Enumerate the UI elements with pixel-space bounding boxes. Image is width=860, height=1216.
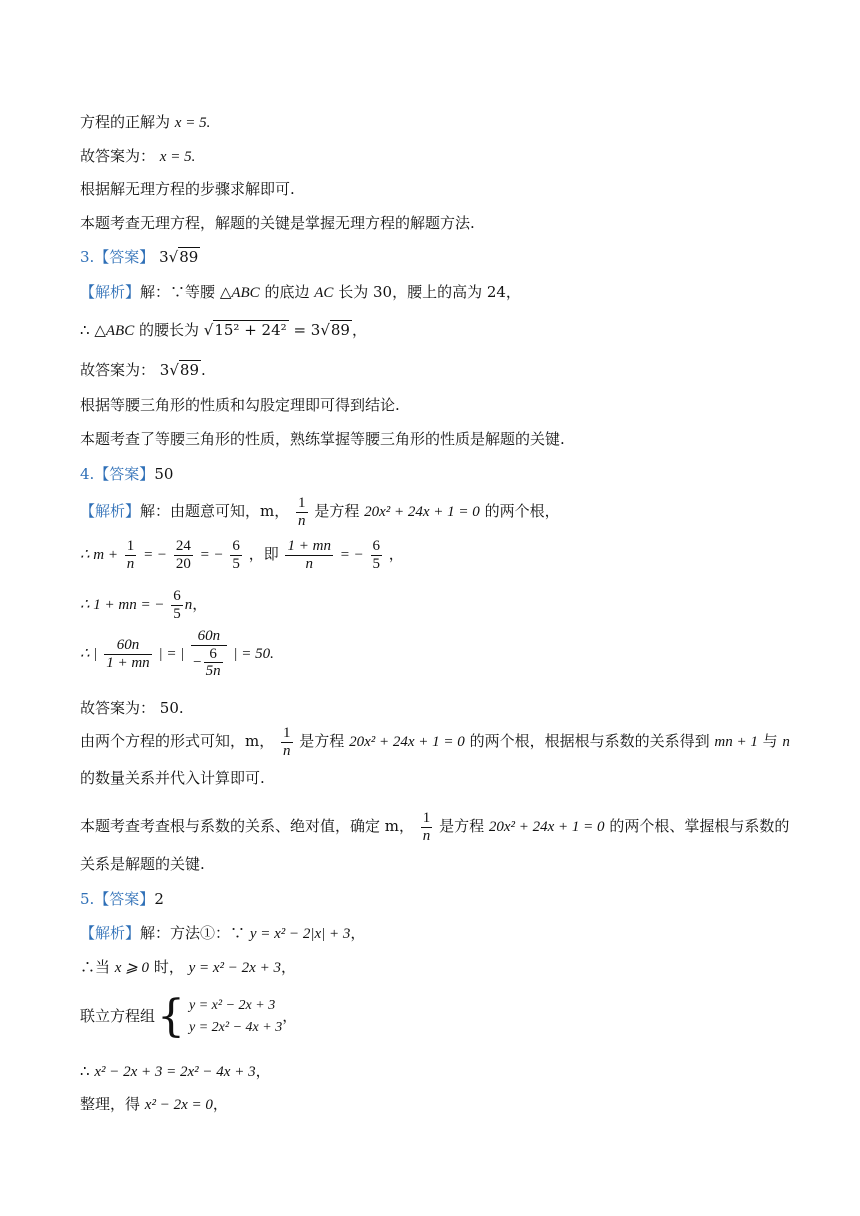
radicand: 15² + 24² — [214, 321, 287, 339]
numerator: 1 — [126, 538, 135, 554]
fraction-1-over-n — [296, 495, 308, 529]
denominator: 5n — [205, 663, 221, 680]
text: ∴当 — [80, 958, 111, 976]
denominator: 5 — [173, 605, 181, 622]
math: n — [184, 597, 193, 613]
math: x = 5. — [159, 149, 196, 165]
numerator: 1 — [283, 725, 291, 741]
q3-method: 根据等腰三角形的性质和勾股定理即可得到结论. — [80, 396, 400, 414]
math: ∴ | — [80, 646, 98, 662]
denominator: 1 + mn — [106, 654, 150, 671]
therefore: ∴ — [80, 321, 90, 339]
math: x = 5. — [174, 115, 211, 131]
coef: 3 — [159, 361, 170, 379]
sqrt-symbol: √89 — [168, 248, 199, 266]
equals: = 3 — [293, 321, 321, 339]
condition: x ⩾ 0 — [114, 960, 150, 976]
math: mn + 1 — [714, 734, 758, 750]
text: 联立方程组 — [80, 1007, 156, 1025]
q5-answer-line — [80, 888, 164, 910]
math: = − — [339, 547, 364, 563]
numerator: 60n — [191, 628, 226, 646]
equation: x² − 2x + 3 = 2x² − 4x + 3 — [94, 1064, 256, 1080]
equation-system — [189, 995, 282, 1039]
text: 是方程 — [439, 817, 485, 835]
fraction-60n-neg6-5n — [191, 628, 226, 680]
denominator: 5 — [232, 555, 240, 572]
radicand: 89 — [179, 361, 199, 379]
numerator: 6 — [173, 588, 181, 604]
denominator: n — [283, 742, 291, 759]
q5-analysis-line-2 — [80, 956, 296, 979]
fraction-60n-1pmn — [104, 637, 151, 671]
system-eq-2: y = 2x² − 4x + 3 — [189, 1020, 283, 1035]
line-answer-x5 — [80, 145, 195, 168]
math: n — [782, 734, 790, 750]
q4-method-line-1 — [80, 722, 790, 761]
radicand: 89 — [330, 321, 350, 339]
segment-ac: AC — [314, 285, 334, 301]
text: 故答案为： — [80, 147, 156, 165]
equation: 20x² + 24x + 1 = 0 — [364, 504, 480, 520]
fraction-24-20 — [174, 538, 193, 572]
q3-summary: 本题考查了等腰三角形的性质，熟练掌握等腰三角形的性质是解题的关键. — [80, 430, 565, 448]
q5-analysis-line-3 — [80, 991, 298, 1042]
text: 是方程 — [299, 732, 345, 750]
fraction-1-over-n — [421, 810, 433, 844]
analysis-label: 【解析】 — [80, 502, 141, 520]
q3-answer-line — [80, 246, 200, 268]
sqrt-symbol: √89 — [169, 361, 199, 379]
fraction-6-5 — [230, 538, 242, 572]
math: = − — [199, 547, 224, 563]
numerator: 1 — [298, 495, 306, 511]
numerator: 6 — [372, 538, 381, 554]
equation: 20x² + 24x + 1 = 0 — [349, 734, 465, 750]
punct: ， — [350, 924, 366, 942]
numerator: 6 — [204, 646, 223, 664]
numerator: 6 — [232, 538, 240, 554]
punct: ， — [351, 321, 367, 339]
text: 的两个根， — [484, 502, 560, 520]
triangle-abc: △ABC — [219, 285, 260, 301]
q3-answer-coef: 3 — [159, 248, 169, 266]
q5-analysis-line-1 — [80, 922, 365, 945]
punct: ， — [255, 1062, 271, 1080]
sqrt-symbol: √89 — [320, 321, 350, 339]
fraction-6-5 — [171, 588, 183, 622]
text: 解：∵等腰 — [140, 283, 216, 301]
math: | = | — [158, 646, 185, 662]
q4-analysis-line-3 — [80, 585, 207, 624]
text: 的两个根，根据根与系数的关系得到 — [469, 732, 710, 750]
equation: 20x² + 24x + 1 = 0 — [488, 819, 605, 835]
text: 长为 30，腰上的高为 24， — [338, 283, 521, 301]
text: 的底边 — [264, 283, 310, 301]
q5-analysis-line-4 — [80, 1060, 271, 1083]
q4-analysis-line-1 — [80, 492, 560, 531]
sqrt-symbol: √15² + 24² — [203, 321, 287, 339]
denominator: 20 — [175, 555, 191, 572]
numerator: 24 — [175, 538, 191, 554]
text: 解：由题意可知，m， — [140, 502, 290, 520]
q4-answer-restate — [80, 697, 184, 719]
denominator: 5 — [372, 555, 381, 572]
math: | = 50. — [233, 646, 274, 662]
text: 与 — [762, 732, 778, 750]
text: 本题考查考查根与系数的关系、绝对值，确定 m， — [80, 817, 414, 835]
q3-analysis-line-2 — [80, 319, 367, 342]
text: 故答案为： — [80, 361, 156, 379]
equation: y = x² − 2x + 3 — [188, 960, 281, 976]
denominator: n — [422, 827, 431, 844]
fraction-1-over-n — [281, 725, 293, 759]
q4-answer-label: 4.【答案】 — [80, 465, 155, 483]
q5-answer-label: 5.【答案】 — [80, 890, 155, 908]
punct: ， — [282, 1007, 298, 1025]
text: 故答案为： — [80, 699, 156, 717]
math: ∴ m + — [80, 547, 118, 563]
equation: x² − 2x = 0 — [144, 1097, 213, 1113]
minus: − — [193, 654, 202, 671]
text: 的腰长为 — [138, 321, 199, 339]
denominator: n — [298, 512, 306, 529]
text: 方程的正解为 — [80, 113, 171, 131]
text: 时， — [153, 958, 184, 976]
q4-summary-line-1 — [80, 807, 789, 846]
q4-analysis-line-2 — [80, 535, 404, 574]
q4-summary-line-2: 关系是解题的关键. — [80, 855, 205, 873]
numerator: 1 — [422, 810, 431, 826]
q3-answer-restate — [80, 359, 206, 381]
triangle-abc: △ABC — [94, 323, 135, 339]
math: ∴ 1 + mn = − — [80, 597, 165, 613]
fraction-1pmn-n — [285, 538, 332, 572]
q4-analysis-line-4 — [80, 628, 274, 680]
text: ，即 — [248, 545, 279, 563]
punct: ， — [192, 595, 208, 613]
analysis-label: 【解析】 — [80, 283, 141, 301]
denominator: n — [305, 555, 313, 572]
fraction-6-5 — [371, 538, 383, 572]
line-summary: 本题考查无理方程，解题的关键是掌握无理方程的解题方法. — [80, 214, 475, 232]
radicand: 89 — [179, 248, 199, 266]
q3-analysis-line-1 — [80, 281, 521, 304]
q3-answer-label: 3.【答案】 — [80, 248, 155, 266]
therefore: ∴ — [80, 1062, 90, 1080]
text: 解：方法①：∵ — [140, 924, 246, 942]
math: = − — [143, 547, 168, 563]
fraction-6-5n — [204, 646, 223, 680]
q4-method-line-2: 的数量关系并代入计算即可. — [80, 769, 265, 787]
line-positive-solution — [80, 111, 210, 134]
system-eq-1: y = x² − 2x + 3 — [189, 998, 276, 1013]
left-brace: { — [157, 991, 186, 1042]
value: 50. — [159, 699, 184, 717]
numerator: 1 + mn — [287, 538, 331, 554]
analysis-label: 【解析】 — [80, 924, 141, 942]
denominator: n — [126, 555, 135, 572]
q4-answer-value: 50 — [154, 465, 174, 483]
q5-analysis-line-5 — [80, 1093, 228, 1116]
line-method: 根据解无理方程的步骤求解即可. — [80, 180, 295, 198]
punct: ， — [280, 958, 296, 976]
q5-answer-value: 2 — [154, 890, 164, 908]
fraction-1-over-n — [125, 538, 137, 572]
punct: ， — [212, 1095, 228, 1113]
text: 的两个根、掌握根与系数的 — [609, 817, 790, 835]
punct: . — [201, 361, 206, 379]
text: 整理，得 — [80, 1095, 141, 1113]
text: 由两个方程的形式可知，m， — [80, 732, 275, 750]
q4-answer-line — [80, 463, 173, 485]
numerator: 60n — [104, 637, 151, 655]
punct: ， — [388, 545, 404, 563]
equation: y = x² − 2|x| + 3 — [249, 926, 351, 942]
text: 是方程 — [314, 502, 360, 520]
